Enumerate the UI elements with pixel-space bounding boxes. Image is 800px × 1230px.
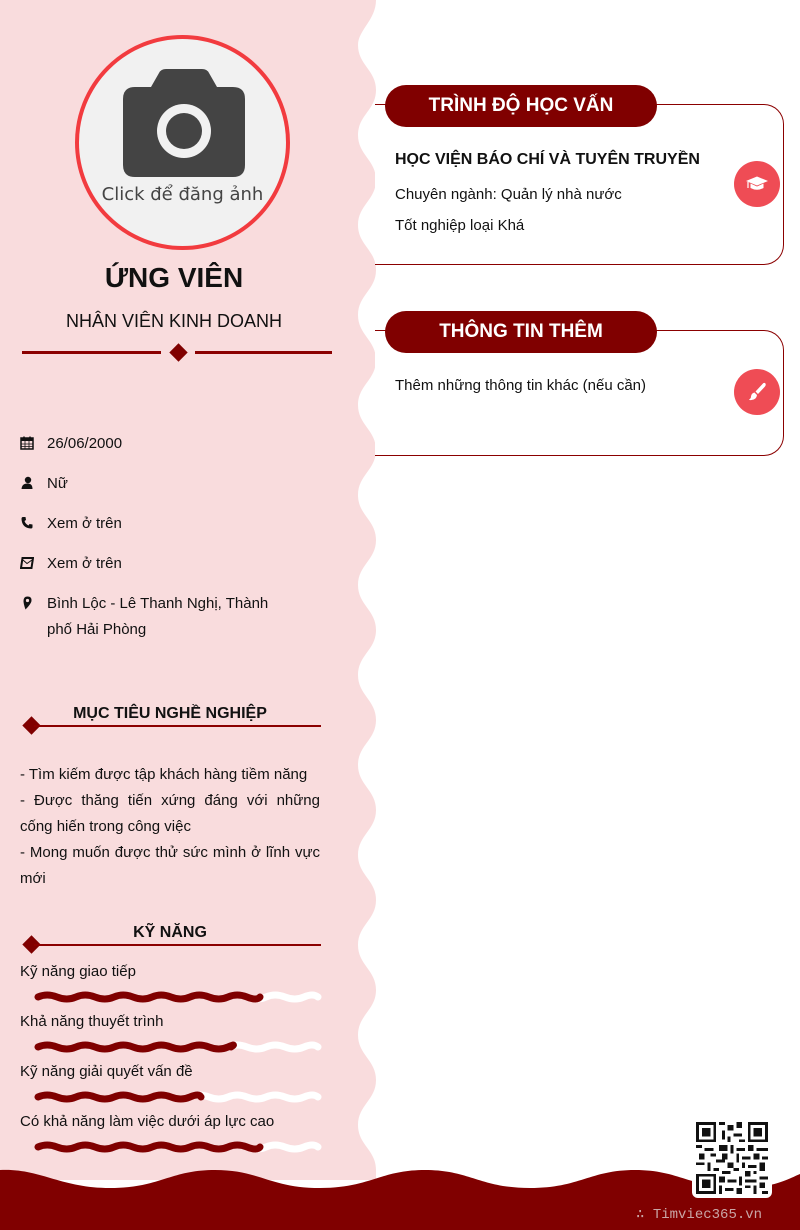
job-title[interactable]: NHÂN VIÊN KINH DOANH [65, 311, 283, 331]
skills-title[interactable]: KỸ NĂNG [133, 924, 207, 941]
graduation-cap-icon [734, 161, 780, 207]
address-value: Bình Lộc - Lê Thanh Nghị, Thành phố Hải Phòng [47, 595, 269, 638]
objective-title[interactable]: MỤC TIÊU NGHỀ NGHIỆP [73, 705, 267, 722]
skill-name[interactable]: Có khả năng làm việc dưới áp lực cao [20, 1113, 275, 1130]
phone-icon [20, 511, 47, 537]
objective-text[interactable] [20, 762, 320, 892]
skill-progress-bar[interactable] [34, 1090, 324, 1104]
section-line [34, 944, 321, 946]
paint-brush-icon [734, 369, 780, 415]
user-icon [20, 471, 47, 497]
skill-progress-bar[interactable] [34, 1140, 324, 1154]
skill-name[interactable]: Kỹ năng giao tiếp [20, 963, 136, 980]
watermark: ∴ Timviec365.vn [636, 1207, 763, 1223]
additional-header[interactable]: THÔNG TIN THÊM [385, 311, 657, 353]
objective-line: - Mong muốn được thử sức mình ở lĩnh vực mới [20, 844, 320, 887]
calendar-icon [20, 431, 47, 457]
map-marker-icon [20, 591, 47, 643]
skill-name[interactable]: Kỹ năng giải quyết vấn đề [20, 1063, 193, 1080]
birthday-value: 26/06/2000 [47, 435, 123, 452]
education-grade[interactable]: Tốt nghiệp loại Khá [395, 217, 525, 234]
skill-progress-bar[interactable] [34, 1040, 324, 1054]
contact-phone[interactable] [20, 511, 320, 537]
qr-code-icon [692, 1118, 772, 1198]
objective-line: - Được thăng tiến xứng đáng với những cống hiến trong công việc [20, 792, 320, 835]
section-line [34, 725, 321, 727]
divider-left [22, 351, 161, 354]
skill-name[interactable]: Khả năng thuyết trình [20, 1013, 164, 1030]
education-header[interactable]: TRÌNH ĐỘ HỌC VẤN [385, 85, 657, 127]
objective-line: - Tìm kiếm được tập khách hàng tiềm năng [20, 766, 308, 783]
envelope-icon [20, 551, 47, 577]
contact-email[interactable] [20, 551, 320, 577]
education-school[interactable]: HỌC VIỆN BÁO CHÍ VÀ TUYÊN TRUYỀN [395, 151, 700, 168]
phone-value: Xem ở trên [47, 515, 122, 532]
contact-address[interactable] [20, 591, 320, 643]
candidate-name[interactable]: ỨNG VIÊN [104, 262, 244, 293]
contact-gender[interactable] [20, 471, 320, 497]
skill-progress-bar[interactable] [34, 990, 324, 1004]
avatar-upload[interactable] [75, 35, 290, 250]
gender-value: Nữ [47, 475, 68, 492]
email-value: Xem ở trên [47, 555, 122, 572]
camera-icon [121, 69, 247, 179]
divider-right [195, 351, 332, 354]
contact-birthday[interactable] [20, 431, 320, 457]
education-major[interactable]: Chuyên ngành: Quản lý nhà nước [395, 186, 622, 203]
additional-text[interactable]: Thêm những thông tin khác (nếu cần) [395, 377, 647, 394]
education-card [375, 104, 784, 265]
avatar-caption: Click để đăng ảnh [101, 184, 264, 205]
